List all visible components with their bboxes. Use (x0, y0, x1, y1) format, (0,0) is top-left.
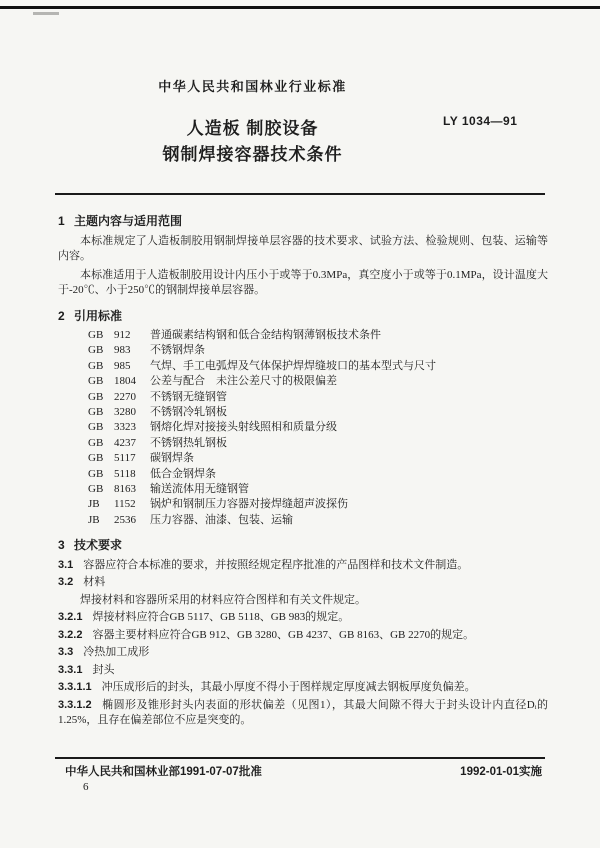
ref-title: 不锈钢焊条 (150, 344, 205, 357)
implementation-date: 1992-01-01实施 (460, 766, 542, 778)
clause-text: 椭圆形及锥形封头内表面的形状偏差（见图1），其最大间隙不得大于封头设计内直径Dᵢ的1.25%，且存在偏差部位不应是突变的。 (58, 698, 548, 727)
footer (65, 763, 542, 779)
section-3-title: 技术要求 (74, 538, 123, 553)
list-item (88, 343, 548, 358)
section-1-paragraph-2: 本标准适用于人造板制胶用设计内压小于或等于0.3MPa，真空度小于或等于0.1MPa，设计温度大于-20℃、小于250℃的钢制焊接单层容器。 (58, 268, 548, 296)
ref-number: 4237 (114, 436, 136, 449)
standard-category-label: 中华人民共和国林业行业标准 (158, 79, 347, 94)
list-item (88, 513, 548, 528)
list-item (88, 420, 548, 435)
list-item (88, 436, 548, 451)
list-item (88, 467, 548, 482)
section-2-number: 2 (58, 308, 65, 323)
clause-number: 3.2.2 (58, 628, 83, 641)
clause-number: 3.2.1 (58, 611, 83, 624)
ref-org: GB (88, 421, 104, 434)
clause-number: 3.3.1 (58, 663, 83, 676)
clause-3-3 (58, 645, 548, 661)
document-title-line1: 人造板 制胶设备 (186, 119, 319, 138)
ref-org: GB (88, 344, 104, 357)
ref-org: GB (88, 329, 104, 341)
ref-org: GB (88, 452, 104, 465)
ref-org: GB (88, 467, 104, 480)
ref-number: 5118 (114, 467, 136, 480)
section-3-number: 3 (58, 538, 65, 553)
ref-number: 5117 (114, 452, 136, 465)
ref-title: 不锈钢热轧钢板 (150, 436, 227, 449)
clause-text: 冷热加工成形 (83, 646, 150, 659)
list-item (88, 497, 548, 512)
ref-org: JB (88, 498, 100, 511)
ref-number: 3323 (114, 421, 136, 434)
ref-title: 输送流体用无缝钢管 (150, 483, 249, 496)
ref-org: GB (88, 436, 104, 449)
ref-number: 1804 (114, 375, 136, 388)
clause-text: 容器应符合本标准的要求，并按照经规定程序批准的产品图样和技术文件制造。 (83, 558, 469, 571)
clause-number: 3.2 (58, 576, 74, 589)
clause-number: 3.1 (58, 558, 74, 571)
ref-title: 低合金钢焊条 (150, 467, 216, 480)
clause-number: 3.3 (58, 646, 74, 659)
header-divider (55, 193, 545, 195)
list-item (88, 482, 548, 497)
section-1-title: 主题内容与适用范围 (74, 214, 183, 228)
clause-3-2-1 (58, 610, 548, 626)
section-3-clauses (58, 558, 548, 729)
section-1-number: 1 (58, 214, 65, 228)
clause-text: 冲压成形后的封头，其最小厚度不得小于图样规定厚度减去钢板厚度负偏差。 (101, 681, 476, 694)
list-item (88, 359, 548, 374)
ref-title: 不锈钢冷轧钢板 (150, 406, 227, 419)
clause-3-1 (58, 558, 548, 574)
list-item (88, 328, 548, 343)
clause-3-2-body (58, 593, 548, 609)
document-title-line2: 钢制焊接容器技术条件 (162, 145, 343, 164)
ref-org: JB (88, 513, 100, 526)
ref-title: 碳钢焊条 (150, 452, 194, 465)
referenced-standards-list (58, 328, 548, 528)
clause-number: 3.3.1.1 (58, 681, 92, 694)
ref-org: GB (88, 359, 104, 372)
document-body (58, 204, 548, 731)
scan-artifact-top-line (0, 6, 600, 9)
clause-text: 材料 (83, 576, 106, 589)
clause-text: 封头 (92, 663, 115, 676)
clause-text: 焊接材料和容器所采用的材料应符合图样和有关文件规定。 (80, 593, 366, 606)
clause-3-2-2 (58, 628, 548, 644)
ref-number: 985 (114, 359, 131, 372)
ref-title: 锅炉和钢制压力容器对接焊缝超声波探伤 (150, 498, 348, 511)
ref-number: 2270 (114, 390, 136, 403)
clause-3-3-1-2 (58, 698, 548, 729)
list-item (88, 405, 548, 420)
section-2-title: 引用标准 (74, 308, 123, 323)
section-2-heading (58, 309, 548, 325)
page-number: 6 (83, 781, 89, 793)
ref-title: 不锈钢无缝钢管 (150, 390, 227, 403)
section-3-heading (58, 538, 548, 554)
ref-org: GB (88, 406, 104, 419)
footer-divider (55, 757, 545, 759)
list-item (88, 451, 548, 466)
approval-statement: 中华人民共和国林业部1991-07-07批准 (65, 766, 262, 778)
ref-title: 气焊、手工电弧焊及气体保护焊焊缝坡口的基本型式与尺寸 (150, 359, 436, 372)
clause-text: 容器主要材料应符合GB 912、GB 3280、GB 4237、GB 8163、GB 2270的规定。 (92, 628, 475, 641)
ref-number: 912 (114, 329, 131, 341)
ref-number: 3280 (114, 406, 136, 419)
ref-title: 公差与配合 未注公差尺寸的极限偏差 (150, 375, 337, 388)
clause-3-3-1 (58, 663, 548, 679)
clause-3-3-1-1 (58, 680, 548, 696)
scan-artifact-smudge (33, 12, 59, 15)
ref-title: 压力容器、油漆、包装、运输 (150, 513, 293, 526)
ref-org: GB (88, 390, 104, 403)
ref-number: 1152 (114, 498, 136, 511)
ref-org: GB (88, 375, 104, 388)
ref-number: 8163 (114, 483, 136, 496)
list-item (88, 390, 548, 405)
ref-number: 2536 (114, 513, 136, 526)
clause-text: 焊接材料应符合GB 5117、GB 5118、GB 983的规定。 (92, 611, 350, 624)
list-item (88, 374, 548, 389)
section-1-heading (58, 214, 548, 230)
ref-number: 983 (114, 344, 131, 357)
ref-title: 普通碳素结构钢和低合金结构钢薄钢板技术条件 (150, 329, 381, 341)
standard-code: LY 1034—91 (443, 114, 518, 128)
section-1-paragraph-1: 本标准规定了人造板制胶用钢制焊接单层容器的技术要求、试验方法、检验规则、包装、运输等内容。 (58, 234, 548, 262)
ref-title: 钢熔化焊对接接头射线照相和质量分级 (150, 421, 337, 434)
clause-number: 3.3.1.2 (58, 698, 92, 711)
ref-org: GB (88, 483, 104, 496)
clause-3-2 (58, 575, 548, 591)
